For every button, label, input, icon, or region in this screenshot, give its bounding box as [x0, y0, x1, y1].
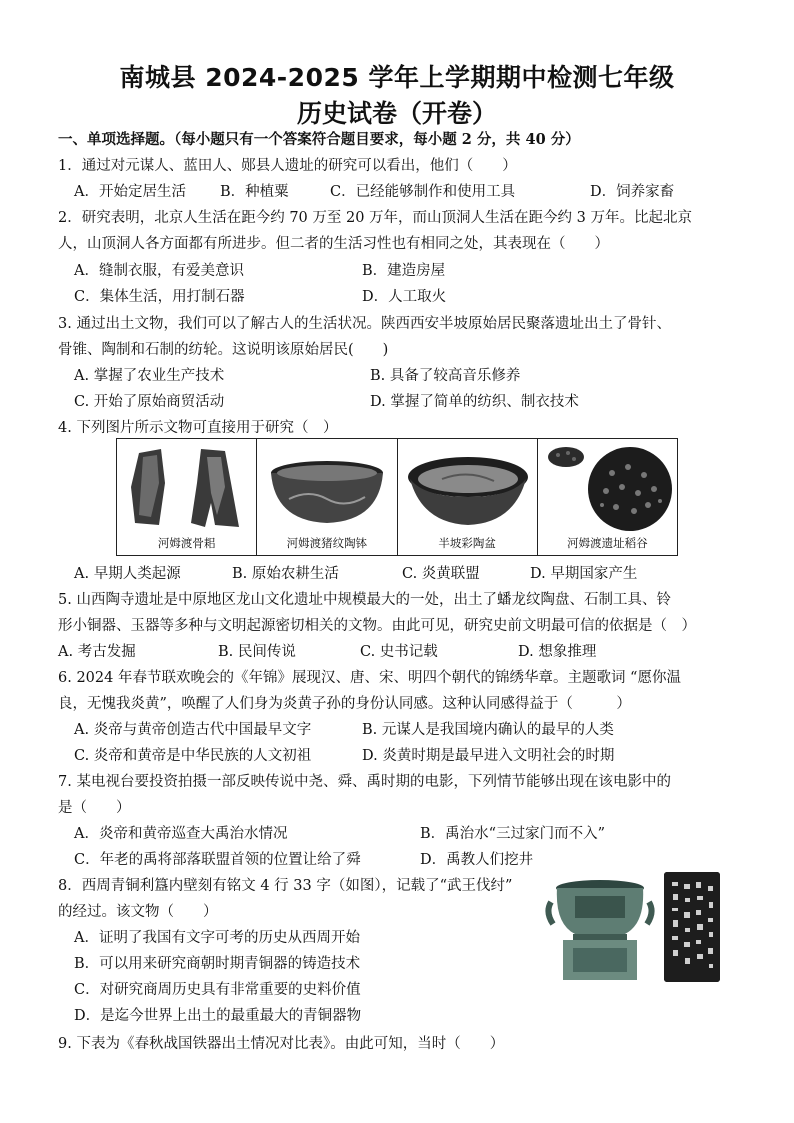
caption-painted-basin: 半坡彩陶盆: [438, 536, 496, 550]
q1-stem: 1．通过对元谋人、蓝田人、郧县人遗址的研究可以看出，他们（ ）: [58, 158, 517, 174]
q8-stem-line1: 8．西周青铜利簋内壁刻有铭文 4 行 33 字（如图），记载了“武王伐纣”: [58, 878, 513, 894]
q3-option-a[interactable]: A. 掌握了农业生产技术: [74, 368, 225, 384]
q1-option-a[interactable]: A．开始定居生活: [74, 184, 186, 200]
q6-stem-line1: 6. 2024 年春节联欢晚会的《年锦》展现汉、唐、宋、明四个朝代的锦绣华章。主题歌词 “愿你温: [58, 670, 681, 686]
artifact-figure-strip: [116, 438, 678, 556]
q5-option-a[interactable]: A. 考古发掘: [58, 644, 136, 660]
bronze-inscription-rubbing: [664, 872, 720, 982]
caption-bone-spade: 河姆渡骨耜: [157, 536, 216, 550]
q4-option-b[interactable]: B. 原始农耕生活: [232, 566, 339, 582]
q7-option-a[interactable]: A．炎帝和黄帝巡查大禹治水情况: [74, 826, 288, 842]
q1-option-c[interactable]: C．已经能够制作和使用工具: [330, 184, 516, 200]
q6-stem-line2: 良，无愧我炎黄”，唤醒了人们身为炎黄子孙的身份认同感。这种认同感得益于（ ）: [58, 696, 631, 712]
q7-option-b[interactable]: B．禹治水“三过家门而不入”: [420, 826, 605, 842]
figure-painted-basin: [398, 439, 538, 555]
q8-option-d[interactable]: D．是迄今世界上出土的最重最大的青铜器物: [74, 1008, 362, 1024]
q3-stem-line1: 3. 通过出土文物，我们可以了解古人的生活状况。陕西西安半坡原始居民聚落遗址出土了骨针、: [58, 316, 671, 332]
q4-option-a[interactable]: A. 早期人类起源: [74, 566, 181, 582]
exam-subtitle: 历史试卷（开卷）: [296, 99, 497, 128]
q8-option-b[interactable]: B．可以用来研究商朝时期青铜器的铸造技术: [74, 956, 361, 972]
q2-option-d[interactable]: D．人工取火: [362, 289, 447, 305]
q7-option-d[interactable]: D．禹教人们挖井: [420, 852, 534, 868]
caption-pig-bowl: 河姆渡猪纹陶钵: [286, 536, 368, 550]
q6-option-d[interactable]: D. 炎黄时期是最早进入文明社会的时期: [362, 748, 615, 764]
q5-stem-line1: 5. 山西陶寺遗址是中原地区龙山文化遗址中规模最大的一处，出土了蟠龙纹陶盘、石制工具、铃: [58, 592, 671, 608]
figure-pig-bowl: [257, 439, 397, 555]
q3-stem-line2: 骨锥、陶制和石制的纺轮。这说明该原始居民( ): [58, 342, 389, 358]
q4-option-d[interactable]: D. 早期国家产生: [530, 566, 638, 582]
q8-option-c[interactable]: C．对研究商周历史具有非常重要的史料价值: [74, 982, 361, 998]
q6-option-b[interactable]: B. 元谋人是我国境内确认的最早的人类: [362, 722, 614, 738]
q2-option-c[interactable]: C．集体生活，用打制石器: [74, 289, 245, 305]
q7-stem-line2: 是（ ）: [58, 800, 131, 816]
q6-option-c[interactable]: C. 炎帝和黄帝是中华民族的人文初祖: [74, 748, 312, 764]
figure-bone-spade: [117, 439, 257, 555]
caption-rice-grains: 河姆渡遗址稻谷: [567, 536, 648, 550]
q2-stem-line1: 2．研究表明，北京人生活在距今约 70 万至 20 万年，而山顶洞人生活在距今约 3 万年。比起北京: [58, 210, 693, 226]
figure-rice-grains: [538, 439, 677, 555]
q1-option-d[interactable]: D．饲养家畜: [590, 184, 675, 200]
q5-option-c[interactable]: C. 史书记载: [360, 644, 438, 660]
q5-stem-line2: 形小铜器、玉器等多种与文明起源密切相关的文物。由此可见，研究史前文明最可信的依据是（ ）: [58, 618, 696, 634]
q3-option-b[interactable]: B. 具备了较高音乐修养: [370, 368, 521, 384]
q8-option-a[interactable]: A．证明了我国有文字可考的历史从西周开始: [74, 930, 360, 946]
q4-option-c[interactable]: C. 炎黄联盟: [402, 566, 480, 582]
q8-stem-line2: 的经过。该文物（ ）: [58, 904, 218, 920]
q4-stem: 4. 下列图片所示文物可直接用于研究（ ）: [58, 420, 338, 436]
painted-basin-illustration: [402, 443, 532, 531]
pig-bowl-illustration: [261, 443, 391, 531]
section-heading: 一、单项选择题。（每小题只有一个答案符合题目要求，每小题 2 分，共 40 分）: [58, 131, 580, 148]
q6-option-a[interactable]: A. 炎帝与黄帝创造古代中国最早文字: [74, 722, 312, 738]
q7-stem-line1: 7. 某电视台要投资拍摄一部反映传说中尧、舜、禹时期的电影，下列情节能够出现在该电影中的: [58, 774, 671, 790]
li-gui-bronze-vessel: [545, 872, 655, 982]
q3-option-c[interactable]: C. 开始了原始商贸活动: [74, 394, 225, 410]
q9-stem: 9. 下表为《春秋战国铁器出土情况对比表》。由此可知，当时（ ）: [58, 1036, 505, 1052]
q2-option-b[interactable]: B．建造房屋: [362, 263, 446, 279]
q5-option-d[interactable]: D. 想象推理: [518, 644, 597, 660]
q1-option-b[interactable]: B．种植粟: [220, 184, 289, 200]
bone-spade-illustration: [121, 443, 251, 531]
rice-grains-illustration: [542, 443, 682, 531]
q3-option-d[interactable]: D. 掌握了简单的纺织、制衣技术: [370, 394, 579, 410]
exam-title: 南城县 2024-2025 学年上学期期中检测七年级: [119, 63, 675, 92]
q5-option-b[interactable]: B. 民间传说: [218, 644, 296, 660]
q2-stem-line2: 人，山顶洞人各方面都有所进步。但二者的生活习性也有相同之处，其表现在（ ）: [58, 236, 609, 252]
q7-option-c[interactable]: C．年老的禹将部落联盟首领的位置让给了舜: [74, 852, 361, 868]
q2-option-a[interactable]: A．缝制衣服，有爱美意识: [74, 263, 244, 279]
